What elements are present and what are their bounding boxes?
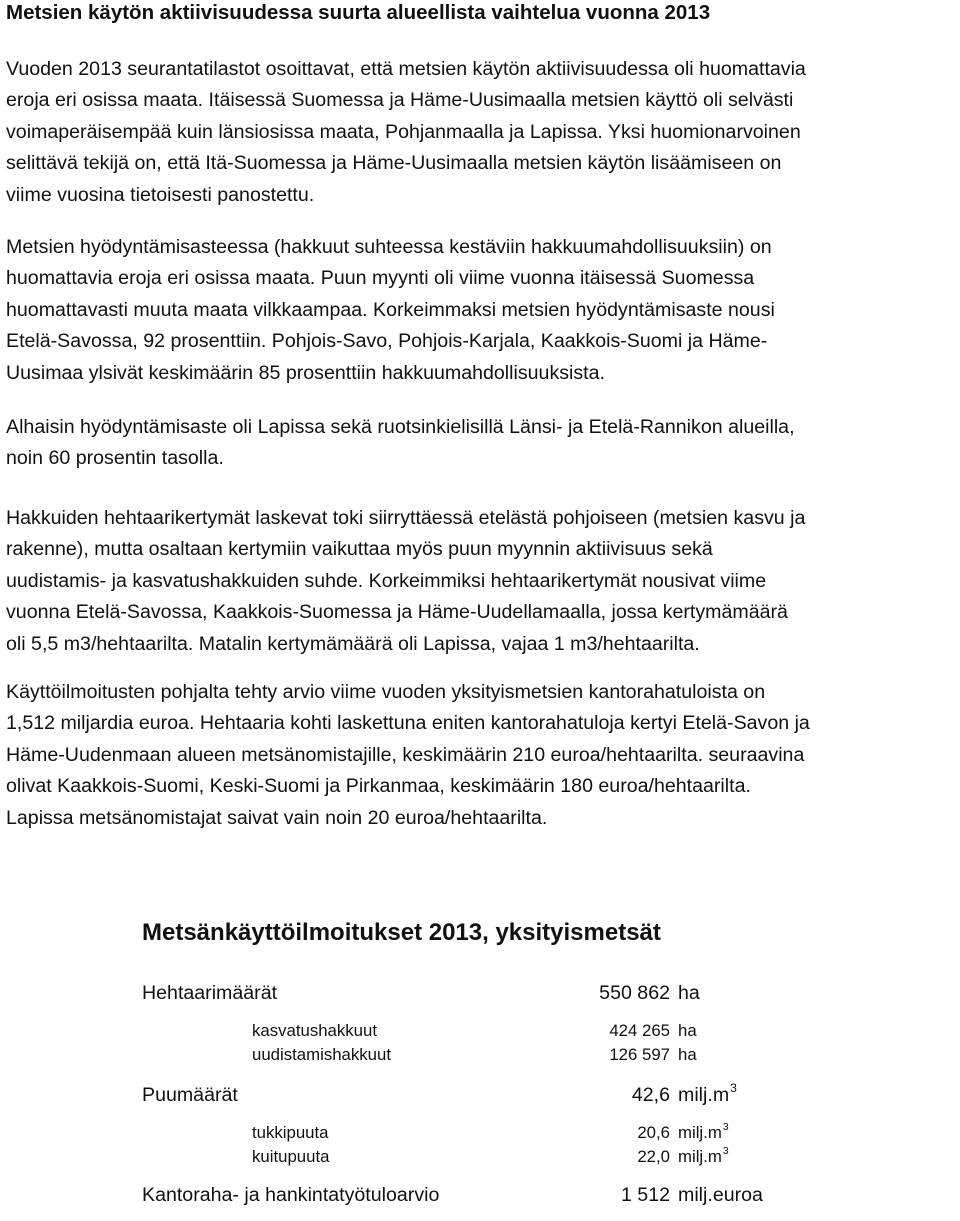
row-label: Puumäärät bbox=[142, 1084, 238, 1106]
row-label: tukkipuuta bbox=[252, 1123, 329, 1142]
row-label: kuitupuuta bbox=[252, 1147, 330, 1166]
unit-exponent: 3 bbox=[722, 1146, 729, 1158]
row-label: kasvatushakkuut bbox=[252, 1021, 377, 1040]
text-line: olivat Kaakkois-Suomi, Keski-Suomi ja Pirkanmaa, keskimäärin 180 euroa/hehtaarilta. bbox=[6, 775, 751, 798]
row-unit bbox=[678, 1182, 764, 1208]
row-value: 20,6 bbox=[637, 1123, 670, 1142]
text-line: Alhaisin hyödyntämisaste oli Lapissa sekä ruotsinkielisillä Länsi- ja Etelä-Rannikon alueilla, bbox=[6, 416, 795, 438]
row-unit bbox=[678, 1146, 729, 1168]
row-unit bbox=[678, 1020, 698, 1042]
text-line: Metsien hyödyntämisasteessa (hakkuut suhteessa kestäviin hakkuumahdollisuuksiin) on bbox=[6, 236, 772, 258]
text-line: viime vuosina tietoisesti panostettu. bbox=[6, 183, 315, 206]
text-line: Häme-Uudenmaan alueen metsänomistajille, keskimäärin 210 euroa/hehtaarilta. seuraavina bbox=[6, 743, 805, 766]
text-line: 1,512 miljardia euroa. Hehtaaria kohti laskettuna eniten kantorahatuloja kertyi Etelä-Savon ja bbox=[6, 712, 810, 735]
text-line: huomattavia eroja eri osissa maata. Puun myynti oli viime vuonna itäisessä Suomessa bbox=[6, 267, 755, 290]
row-value: 126 597 bbox=[609, 1045, 670, 1064]
row-value: 1 512 bbox=[620, 1184, 670, 1206]
text-line: eroja eri osissa maata. Itäisessä Suomessa ja Häme-Uusimaalla metsien käyttö oli selvästi bbox=[6, 89, 794, 112]
row-unit bbox=[678, 1122, 729, 1144]
paragraph-1 bbox=[6, 54, 958, 211]
table-title: Metsänkäyttöilmoitukset 2013, yksityismetsät bbox=[142, 919, 661, 946]
unit-exponent: 3 bbox=[722, 1122, 729, 1134]
text-line: Käyttöilmoitusten pohjalta tehty arvio viime vuoden yksityismetsien kantorahatuloista on bbox=[6, 681, 766, 703]
unit-text: milj.m bbox=[678, 1084, 730, 1106]
text-line: rakenne), mutta osaltaan kertymiin vaikuttaa myös puun myynnin aktiivisuus sekä bbox=[6, 538, 713, 561]
table-row-tukkipuuta bbox=[0, 1122, 960, 1148]
text-line: Hakkuiden hehtaarikertymät laskevat toki siirryttäessä etelästä pohjoiseen (metsien kasvu ja bbox=[6, 507, 806, 529]
unit-text: ha bbox=[678, 982, 700, 1004]
text-line: uudistamis- ja kasvatushakkuiden suhde. Korkeimmiksi hehtaarikertymät nousivat viime bbox=[6, 569, 767, 592]
row-label: Kantoraha- ja hankintatyötuloarvio bbox=[142, 1184, 440, 1206]
row-value: 42,6 bbox=[631, 1084, 670, 1106]
row-value: 22,0 bbox=[637, 1147, 670, 1166]
text-line: voimaperäisempää kuin länsiosissa maata, Pohjanmaalla ja Lapissa. Yksi huomionarvoinen bbox=[6, 120, 801, 143]
unit-text: milj.m bbox=[678, 1123, 722, 1142]
paragraph-4 bbox=[6, 503, 958, 660]
text-line: huomattavasti muuta maata vilkkaampaa. Korkeimmaksi metsien hyödyntämisaste nousi bbox=[6, 298, 775, 321]
text-line: vuonna Etelä-Savossa, Kaakkois-Suomessa ja Häme-Uudellamaalla, jossa kertymämäärä bbox=[6, 601, 788, 624]
unit-text: ha bbox=[678, 1021, 697, 1040]
row-unit bbox=[678, 1044, 698, 1066]
paragraph-5 bbox=[6, 677, 958, 834]
table-row-uudistamishakkuut bbox=[0, 1044, 960, 1070]
text-line: Lapissa metsänomistajat saivat vain noin 20 euroa/hehtaarilta. bbox=[6, 806, 548, 829]
table-row-kantoraha bbox=[0, 1182, 960, 1208]
text-line: Etelä-Savossa, 92 prosenttiin. Pohjois-Savo, Pohjois-Karjala, Kaakkois-Suomi ja Häme- bbox=[6, 330, 768, 353]
row-unit bbox=[678, 1082, 737, 1108]
row-label: uudistamishakkuut bbox=[252, 1045, 391, 1064]
unit-text: ha bbox=[678, 1045, 697, 1064]
text-line: Vuoden 2013 seurantatilastot osoittavat, että metsien käytön aktiivisuudessa oli huomattavia bbox=[6, 58, 806, 80]
text-line: oli 5,5 m3/hehtaarilta. Matalin kertymämäärä oli Lapissa, vajaa 1 m3/hehtaarilta. bbox=[6, 632, 700, 655]
document-title: Metsien käytön aktiivisuudessa suurta alueellista vaihtelua vuonna 2013 bbox=[6, 1, 711, 24]
table-row-hehtaarimaarat bbox=[0, 980, 960, 1006]
row-unit bbox=[678, 980, 701, 1006]
unit-text: milj.euroa bbox=[678, 1184, 763, 1206]
row-label: Hehtaarimäärät bbox=[142, 982, 278, 1004]
row-value: 550 862 bbox=[599, 982, 670, 1004]
text-line: noin 60 prosentin tasolla. bbox=[6, 447, 224, 470]
unit-exponent: 3 bbox=[730, 1081, 737, 1096]
unit-text: milj.m bbox=[678, 1147, 722, 1166]
paragraph-3 bbox=[6, 412, 958, 475]
text-line: selittävä tekijä on, että Itä-Suomessa ja Häme-Uusimaalla metsien käytön lisäämiseen on bbox=[6, 152, 782, 175]
text-line: Uusimaa ylsivät keskimäärin 85 prosenttiin hakkuumahdollisuuksista. bbox=[6, 361, 605, 384]
row-value: 424 265 bbox=[609, 1021, 670, 1040]
paragraph-2 bbox=[6, 232, 958, 389]
table-row-puumaarat bbox=[0, 1082, 960, 1108]
table-row-kuitupuuta bbox=[0, 1146, 960, 1172]
table-row-kasvatushakkuut bbox=[0, 1020, 960, 1046]
